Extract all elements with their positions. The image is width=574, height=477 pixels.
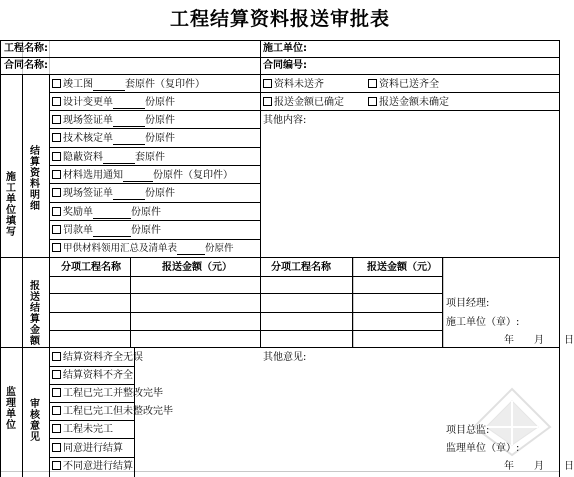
review-label: 同意进行结算 — [63, 443, 123, 454]
col-header-amount: 报送金额（元） — [162, 262, 232, 273]
date-label: 年 月 日 — [504, 461, 574, 472]
check-amount-unconfirmed[interactable] — [368, 97, 449, 109]
review-label: 不同意进行结算 — [63, 461, 133, 472]
check-label: 报送金额未确定 — [379, 97, 449, 108]
item-suffix: 份原件 — [145, 97, 175, 108]
supervision-unit-label: 监理单位 — [6, 387, 16, 431]
review-label: 工程已完工但未整改完毕 — [63, 406, 173, 417]
other-opinion-label: 其他意见: — [263, 352, 307, 363]
table-border — [260, 40, 261, 74]
row-line — [49, 110, 260, 111]
row-line — [49, 92, 260, 93]
detail-item[interactable] — [52, 115, 175, 127]
checkbox-icon[interactable] — [52, 370, 61, 379]
item-label: 竣工图 — [63, 79, 93, 90]
contract-name-label: 合同名称: — [4, 60, 48, 71]
check-amount-confirmed[interactable] — [263, 97, 344, 109]
col-line — [130, 257, 131, 347]
item-label: 技术核定单 — [63, 133, 113, 144]
detail-item[interactable] — [52, 97, 175, 109]
review-label: 工程已完工并整改完毕 — [63, 388, 163, 399]
fill-blank[interactable] — [113, 199, 145, 200]
review-item[interactable] — [52, 443, 123, 455]
row-line — [49, 147, 260, 148]
review-label: 结算资料齐全无误 — [63, 352, 143, 363]
detail-item[interactable] — [52, 79, 205, 91]
item-label: 材料选用通知 — [63, 170, 123, 181]
col-line — [352, 257, 353, 347]
item-suffix: 份原件 — [205, 243, 234, 254]
watermark-icon — [472, 387, 552, 457]
checkbox-icon[interactable] — [52, 170, 61, 179]
checkbox-icon[interactable] — [52, 424, 61, 433]
detail-item[interactable] — [52, 225, 161, 237]
checkbox-icon[interactable] — [52, 225, 61, 234]
review-item[interactable] — [52, 461, 133, 473]
col-line — [442, 257, 443, 347]
col-header-amount: 报送金额（元） — [367, 262, 437, 273]
checkbox-icon[interactable] — [52, 188, 61, 197]
table-border — [0, 74, 560, 75]
grid-line — [443, 257, 444, 347]
checkbox-icon[interactable] — [52, 443, 61, 452]
row-line — [49, 293, 442, 294]
item-suffix: 份原件 — [131, 225, 161, 236]
detail-item[interactable] — [52, 243, 234, 255]
checkbox-icon[interactable] — [52, 133, 61, 142]
table-border — [0, 40, 1, 477]
item-suffix: 份原件 — [145, 133, 175, 144]
detail-item[interactable] — [52, 170, 233, 182]
supervision-seal-label: 监理单位（章）: — [446, 443, 520, 454]
table-border — [260, 74, 261, 257]
review-opinion-label: 审核意见 — [30, 399, 40, 443]
item-label: 罚款单 — [63, 225, 93, 236]
item-suffix: 份原件 — [131, 207, 161, 218]
detail-item[interactable] — [52, 133, 175, 145]
detail-item[interactable] — [52, 152, 165, 164]
col-header-sub-project: 分项工程名称 — [61, 262, 121, 273]
construction-unit-fill-label: 施工单位填写 — [6, 172, 16, 238]
row-line — [49, 438, 134, 439]
item-suffix: 套原件（复印件） — [125, 79, 205, 90]
item-label: 隐蔽资料 — [63, 152, 103, 163]
row-line — [49, 384, 134, 385]
table-border — [0, 40, 560, 41]
project-name-label: 工程名称: — [4, 43, 48, 54]
check-label: 资料已送齐全 — [379, 79, 439, 90]
row-line — [49, 276, 442, 277]
fill-blank[interactable] — [103, 163, 135, 164]
table-border — [22, 74, 23, 347]
settlement-detail-label: 结算资料明细 — [30, 146, 40, 212]
row-line — [49, 330, 442, 331]
table-border — [0, 257, 560, 258]
row-line — [49, 183, 260, 184]
checkbox-icon[interactable] — [52, 152, 61, 161]
fill-blank[interactable] — [93, 236, 131, 237]
item-suffix: 份原件（复印件） — [153, 170, 233, 181]
fill-blank[interactable] — [177, 254, 205, 255]
row-line — [49, 239, 260, 240]
date-label: 年 月 日 — [504, 335, 574, 346]
project-manager-label: 项目经理: — [446, 298, 490, 309]
checkbox-icon[interactable] — [263, 97, 272, 106]
row-line — [49, 312, 442, 313]
checkbox-icon[interactable] — [52, 79, 61, 88]
table-border — [559, 40, 560, 477]
page-title: 工程结算资料报送审批表 — [169, 8, 390, 30]
review-item[interactable] — [52, 424, 113, 436]
fill-blank[interactable] — [93, 90, 125, 91]
row-line — [49, 202, 260, 203]
review-label: 结算资料不齐全 — [63, 370, 133, 381]
chief-engineer-label: 项目总监: — [446, 425, 490, 436]
review-item[interactable] — [52, 406, 173, 418]
detail-item[interactable] — [52, 188, 175, 200]
detail-item[interactable] — [52, 207, 161, 219]
col-line — [260, 257, 261, 347]
row-line — [49, 128, 260, 129]
review-item[interactable] — [52, 352, 143, 364]
construction-unit-seal-label: 施工单位（章）: — [446, 317, 520, 328]
table-border — [0, 57, 560, 58]
row-line — [49, 220, 260, 221]
fill-blank[interactable] — [123, 181, 153, 182]
row-line — [49, 457, 134, 458]
checkbox-icon[interactable] — [52, 388, 61, 397]
amount-label: 报送结算金额 — [30, 281, 40, 347]
item-label: 奖励单 — [63, 207, 93, 218]
checkbox-icon[interactable] — [52, 406, 61, 415]
checkbox-icon[interactable] — [368, 79, 377, 88]
review-item[interactable] — [52, 388, 163, 400]
table-border — [0, 347, 560, 348]
item-label: 设计变更单 — [63, 97, 113, 108]
row-line — [260, 110, 559, 111]
item-label: 现场签证单 — [63, 115, 113, 126]
checkbox-icon[interactable] — [52, 115, 61, 124]
item-label: 现场签证单 — [63, 188, 113, 199]
contract-no-label: 合同编号: — [263, 60, 307, 71]
grid-line — [353, 257, 354, 347]
row-line — [49, 402, 134, 403]
row-line — [49, 366, 134, 367]
review-item[interactable] — [52, 370, 133, 382]
fill-blank[interactable] — [93, 218, 131, 219]
item-suffix: 份原件 — [145, 115, 175, 126]
check-docs-complete[interactable] — [368, 79, 439, 91]
col-header-sub-project: 分项工程名称 — [271, 262, 331, 273]
row-line — [49, 165, 260, 166]
review-label: 工程未完工 — [63, 424, 113, 435]
checkbox-icon[interactable] — [52, 243, 61, 252]
check-label: 报送金额已确定 — [274, 97, 344, 108]
fill-blank[interactable] — [113, 126, 145, 127]
checkbox-icon[interactable] — [368, 97, 377, 106]
item-label: 甲供材料领用汇总及清单表 — [63, 243, 178, 254]
table-border — [22, 347, 23, 477]
check-label: 资料未送齐 — [274, 79, 324, 90]
item-suffix: 份原件 — [145, 188, 175, 199]
fill-blank[interactable] — [113, 144, 145, 145]
construction-unit-label: 施工单位: — [263, 43, 307, 54]
fill-blank[interactable] — [113, 108, 145, 109]
checkbox-icon[interactable] — [52, 461, 61, 470]
checkbox-icon[interactable] — [263, 79, 272, 88]
item-suffix: 套原件 — [135, 152, 165, 163]
other-content-label: 其他内容: — [263, 115, 307, 126]
checkbox-icon[interactable] — [52, 207, 61, 216]
row-line — [49, 420, 134, 421]
check-docs-incomplete[interactable] — [263, 79, 324, 91]
row-line — [260, 92, 559, 93]
checkbox-icon[interactable] — [52, 97, 61, 106]
checkbox-icon[interactable] — [52, 352, 61, 361]
